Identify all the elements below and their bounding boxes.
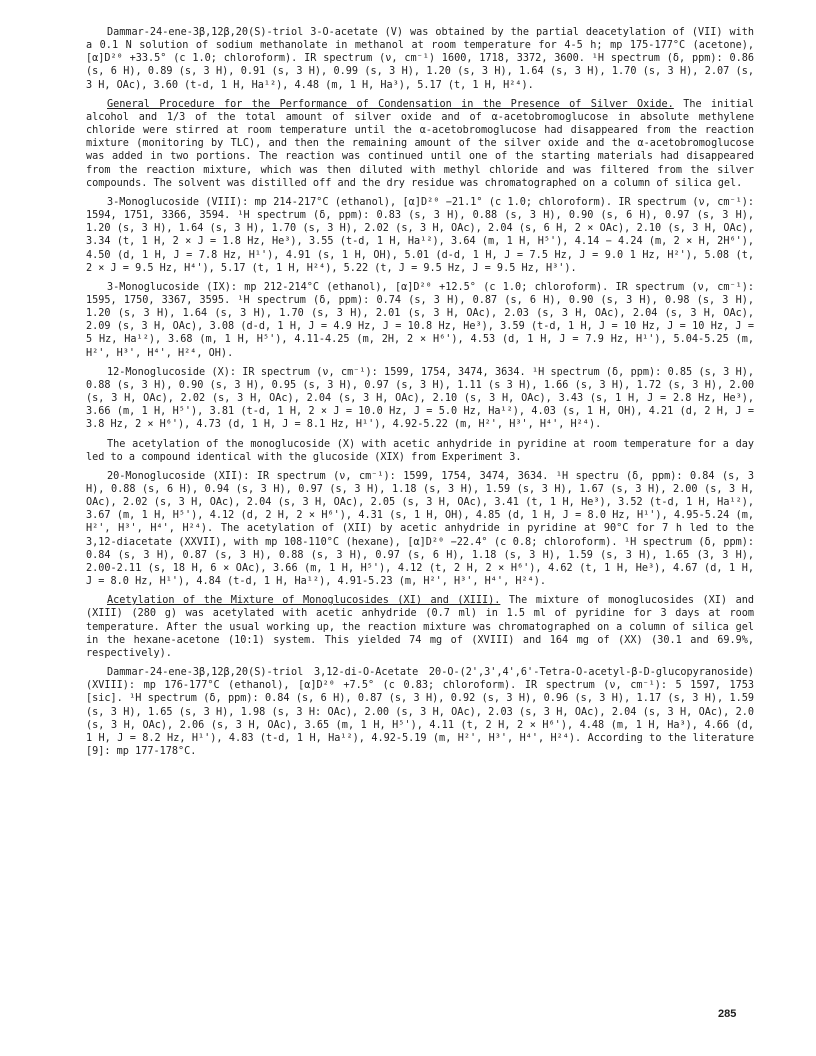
- document-body: [86, 26, 754, 764]
- paragraph-text: The acetylation of the monoglucoside (X) with acetic anhydride in pyridine at room temperature for a day led to a compound identical with the glucoside (XIX) from Experiment 3.: [86, 438, 754, 463]
- paragraph-monoglucoside-xii: [86, 470, 754, 588]
- section-heading: Acetylation of the Mixture of Monoglucosides (XI) and (XIII).: [107, 595, 501, 607]
- paragraph-text: 3-Monoglucoside (IX): mp 212-214°C (ethanol), [α]D²⁰ +12.5° (c 1.0; chloroform). IR spectrum (ν, cm⁻¹): 1595, 1750, 3367, 3595. ¹H spectrum (δ, ppm): 0.74 (s, 3 H), 0.87 (s, 6 H), 0.90 (s, 3 H), 0.98 (s, 3 H), 1.20 (s, 3 H), 1.64 (s, 3 H), 1.70 (s, 3 H), 2.01 (s, 3 H, OAc), 2.03 (s, 3 H, OAc), 2.04 (s, 3 H, OAc), 2.09 (s, 3 H, OAc), 3.08 (d-d, 1 H, J = 4.9 Hz, J = 10.8 Hz, He³), 3.59 (t-d, 1 H, J = 10 Hz, J = 10 Hz, J = 5 Hz, Ha¹²), 3.68 (m, 1 H, H⁵'), 4.11-4.25 (m, 2H, 2 × H⁶'), 4.53 (d, 1 H, J = 7.9 Hz, H¹'), 5.04-5.25 (m, H²', H³', H⁴', H²⁴, OH).: [86, 281, 754, 359]
- paragraph-monoglucoside-ix: [86, 281, 754, 360]
- paragraph-acetylation-mixture: [86, 594, 754, 660]
- paragraph-general-procedure: [86, 98, 754, 190]
- paragraph-text: Dammar-24-ene-3β,12β,20(S)-triol 3-O-acetate (V) was obtained by the partial deacetylation of (VII) with a 0.1 N solution of sodium methanolate in methanol at room temperature for 4-5 h; mp 175-177°C (acetone), [α]D²⁰ +33.5° (c 1.0; chloroform). IR spectrum (ν, cm⁻¹) 1600, 1718, 3372, 3600. ¹H spectrum (δ, ppm): 0.86 (s, 6 H), 0.89 (s, 3 H), 0.91 (s, 3 H), 0.99 (s, 3 H), 1.20 (s, 3 H), 1.64 (s, 3 H), 1.70 (s, 3 H), 2.07 (s, 3 H, OAc), 3.60 (t-d, 1 H, Ha¹²), 4.48 (m, 1 H, Ha³), 5.17 (t, 1 H, H²⁴).: [86, 27, 754, 91]
- paragraph-monoglucoside-viii: [86, 196, 754, 275]
- page-number: 285: [718, 1008, 737, 1020]
- paragraph-text: The mixture of monoglucosides (XI) and (XIII) (280 g) was acetylated with acetic anhydride (0.7 ml) in 1.5 ml of pyridine for 3 days at room temperature. After the usual working up, the reaction mixture was chromatographed on a column of silica gel in the hexane-acetone (10:1) system. This yielded 74 mg of (XVIII) and 164 mg of (XX) (30.1 and 69.9%, respectively).: [86, 595, 755, 659]
- paragraph-text: The initial alcohol and 1/3 of the total amount of silver oxide and of α-acetobromoglucose in absolute methylene chloride were stirred at room temperature until the α-acetobromoglucose had disappeared from the reaction mixture (monitoring by TLC), and then the remaining amount of the silver oxide and the α-acetobromoglucose was added in two portions. The reaction was continued until one of the starting materials had disappeared from the reaction mixture, which was then diluted with methyl chloride and was filtered from the silver compounds. The solvent was distilled off and the dry residue was chromatographed on a column of silica gel.: [86, 98, 754, 189]
- paragraph-text: Dammar-24-ene-3β,12β,20(S)-triol 3,12-di-O-Acetate 20-O-(2',3',4',6'-Tetra-O-acetyl-β-D-glucopyranoside) (XVIII): mp 176-177°C (ethanol), [α]D²⁰ +7.5° (c 0.83; chloroform). IR spectrum (ν, cm⁻¹): 5 1597, 1753 [sic]. ¹H spectrum (δ, ppm): 0.84 (s, 6 H), 0.87 (s, 3 H), 0.92 (s, 3 H), 0.96 (s, 3 H), 1.17 (s, 3 H), 1.59 (s, 3 H), 1.65 (s, 3 H), 1.98 (s, 3 H: OAc), 2.00 (s, 3 H, OAc), 2.03 (s, 3 H, OAc), 2.04 (s, 3 H, OAc), 2.0 (s, 3 H, OAc), 2.06 (s, 3 H, OAc), 3.65 (m, 1 H, H⁵'), 4.11 (t, 2 H, 2 × H⁶'), 4.48 (m, 1 H, Ha³), 4.66 (d, 1 H, J = 8.2 Hz, H¹'), 4.83 (t-d, 1 H, Ha¹²), 4.92-5.19 (m, H²', H³', H⁴', H²⁴). According to the literature [9]: mp 177-178°C.: [86, 667, 754, 757]
- paragraph-compound-xviii: [86, 666, 754, 758]
- paragraph-text: 12-Monoglucoside (X): IR spectrum (ν, cm⁻¹): 1599, 1754, 3474, 3634. ¹H spectrum (δ, ppm): 0.85 (s, 3 H), 0.88 (s, 3 H), 0.90 (s, 3 H), 0.95 (s, 3 H), 0.97 (s, 3 H), 1.11 (s 3 H), 1.66 (s, 3 H), 1.72 (s, 3 H), 2.00 (s, 3 H, OAc), 2.02 (s, 3 H, OAc), 2.04 (s, 3 H, OAc), 2.10 (s, 3 H, OAc), 3.43 (s, 1 H, J = 2.8 Hz, He³), 3.66 (m, 1 H, H⁵'), 3.81 (t-d, 1 H, 2 × J = 10.0 Hz, J = 5.0 Hz, Ha¹²), 4.03 (s, 1 H, OH), 4.21 (d, 2 H, J = 3.8 Hz, 2 × H⁶'), 4.73 (d, 1 H, J = 8.1 Hz, H¹'), 4.92-5.22 (m, H²', H³', H⁴', H²⁴).: [86, 366, 754, 431]
- paragraph-triol-acetate: [86, 26, 754, 92]
- paragraph-text: 3-Monoglucoside (VIII): mp 214-217°C (ethanol), [α]D²⁰ −21.1° (c 1.0; chloroform). IR spectrum (ν, cm⁻¹): 1594, 1751, 3366, 3594. ¹H spectrum (δ, ppm): 0.83 (s, 3 H), 0.88 (s, 3 H), 0.90 (s, 6 H), 0.97 (s, 3 H), 1.20 (s, 3 H), 1.64 (s, 3 H), 1.70 (s, 3 H), 2.02 (s, 3 H, OAc), 2.04 (s, 6 H, 2 × OAc), 2.10 (s, 3 H, OAc), 3.34 (t, 1 H, 2 × J = 1.8 Hz, He³), 3.55 (t-d, 1 H, Ha¹²), 3.64 (m, 1 H, H⁵'), 4.14 − 4.24 (m, 2 × H, 2H⁶'), 4.50 (d, 1 H, J = 7.8 Hz, H¹'), 4.91 (s, 1 H, OH), 5.01 (d-d, 1 H, J = 7.5 Hz, J = 9.0 1 Hz, H²'), 5.08 (t, 2 × J = 9.5 Hz, H⁴'), 5.17 (t, 1 H, H²⁴), 5.22 (t, J = 9.5 Hz, J = 9.5 Hz, H³').: [86, 196, 754, 274]
- paragraph-acetylation-x: [86, 438, 754, 464]
- paragraph-text: 20-Monoglucoside (XII): IR spectrum (ν, cm⁻¹): 1599, 1754, 3474, 3634. ¹H spectru (δ, ppm): 0.84 (s, 3 H), 0.88 (s, 6 H), 0.94 (s, 3 H), 0.97 (s, 3 H), 1.18 (s, 3 H), 1.59 (s, 3 H), 1.67 (s, 3 H), 2.00 (s, 3 H, OAc), 2.02 (s, 3 H, OAc), 2.04 (s, 3 H, OAc), 2.05 (s, 3 H, OAc), 3.41 (t, 1 H, He³), 3.52 (t-d, 1 H, Ha¹²), 3.67 (m, 1 H, H⁵'), 4.12 (d, 2 H, 2 × H⁶'), 4.31 (s, 1 H, OH), 4.85 (d, 1 H, J = 8.0 Hz, H¹'), 4.95-5.24 (m, H²', H³', H⁴', H²⁴). The acetylation of (XII) by acetic anhydride in pyridine at 90°C for 7 h led to the 3,12-diacetate (XXVII), with mp 108-110°C (hexane), [α]D²⁰ −22.4° (c 0.8; chloroform). ¹H spectrum (δ, ppm): 0.84 (s, 3 H), 0.87 (s, 3 H), 0.88 (s, 3 H), 0.97 (s, 6 H), 1.18 (s, 3 H), 1.59 (s, 3 H), 1.65 (3, 3 H), 2.00-2.11 (s, 18 H, 6 × OAc), 3.66 (m, 1 H, H⁵'), 4.12 (t, 2 H, 2 × H⁶'), 4.62 (t, 1 H, He³), 4.67 (d, 1 H, J = 8.0 Hz, H¹'), 4.84 (t-d, 1 H, Ha¹²), 4.91-5.23 (m, H²', H³', H⁴', H²⁴).: [86, 470, 754, 588]
- section-heading: General Procedure for the Performance of Condensation in the Presence of Silver Oxide.: [107, 98, 674, 110]
- paragraph-monoglucoside-x: [86, 366, 754, 432]
